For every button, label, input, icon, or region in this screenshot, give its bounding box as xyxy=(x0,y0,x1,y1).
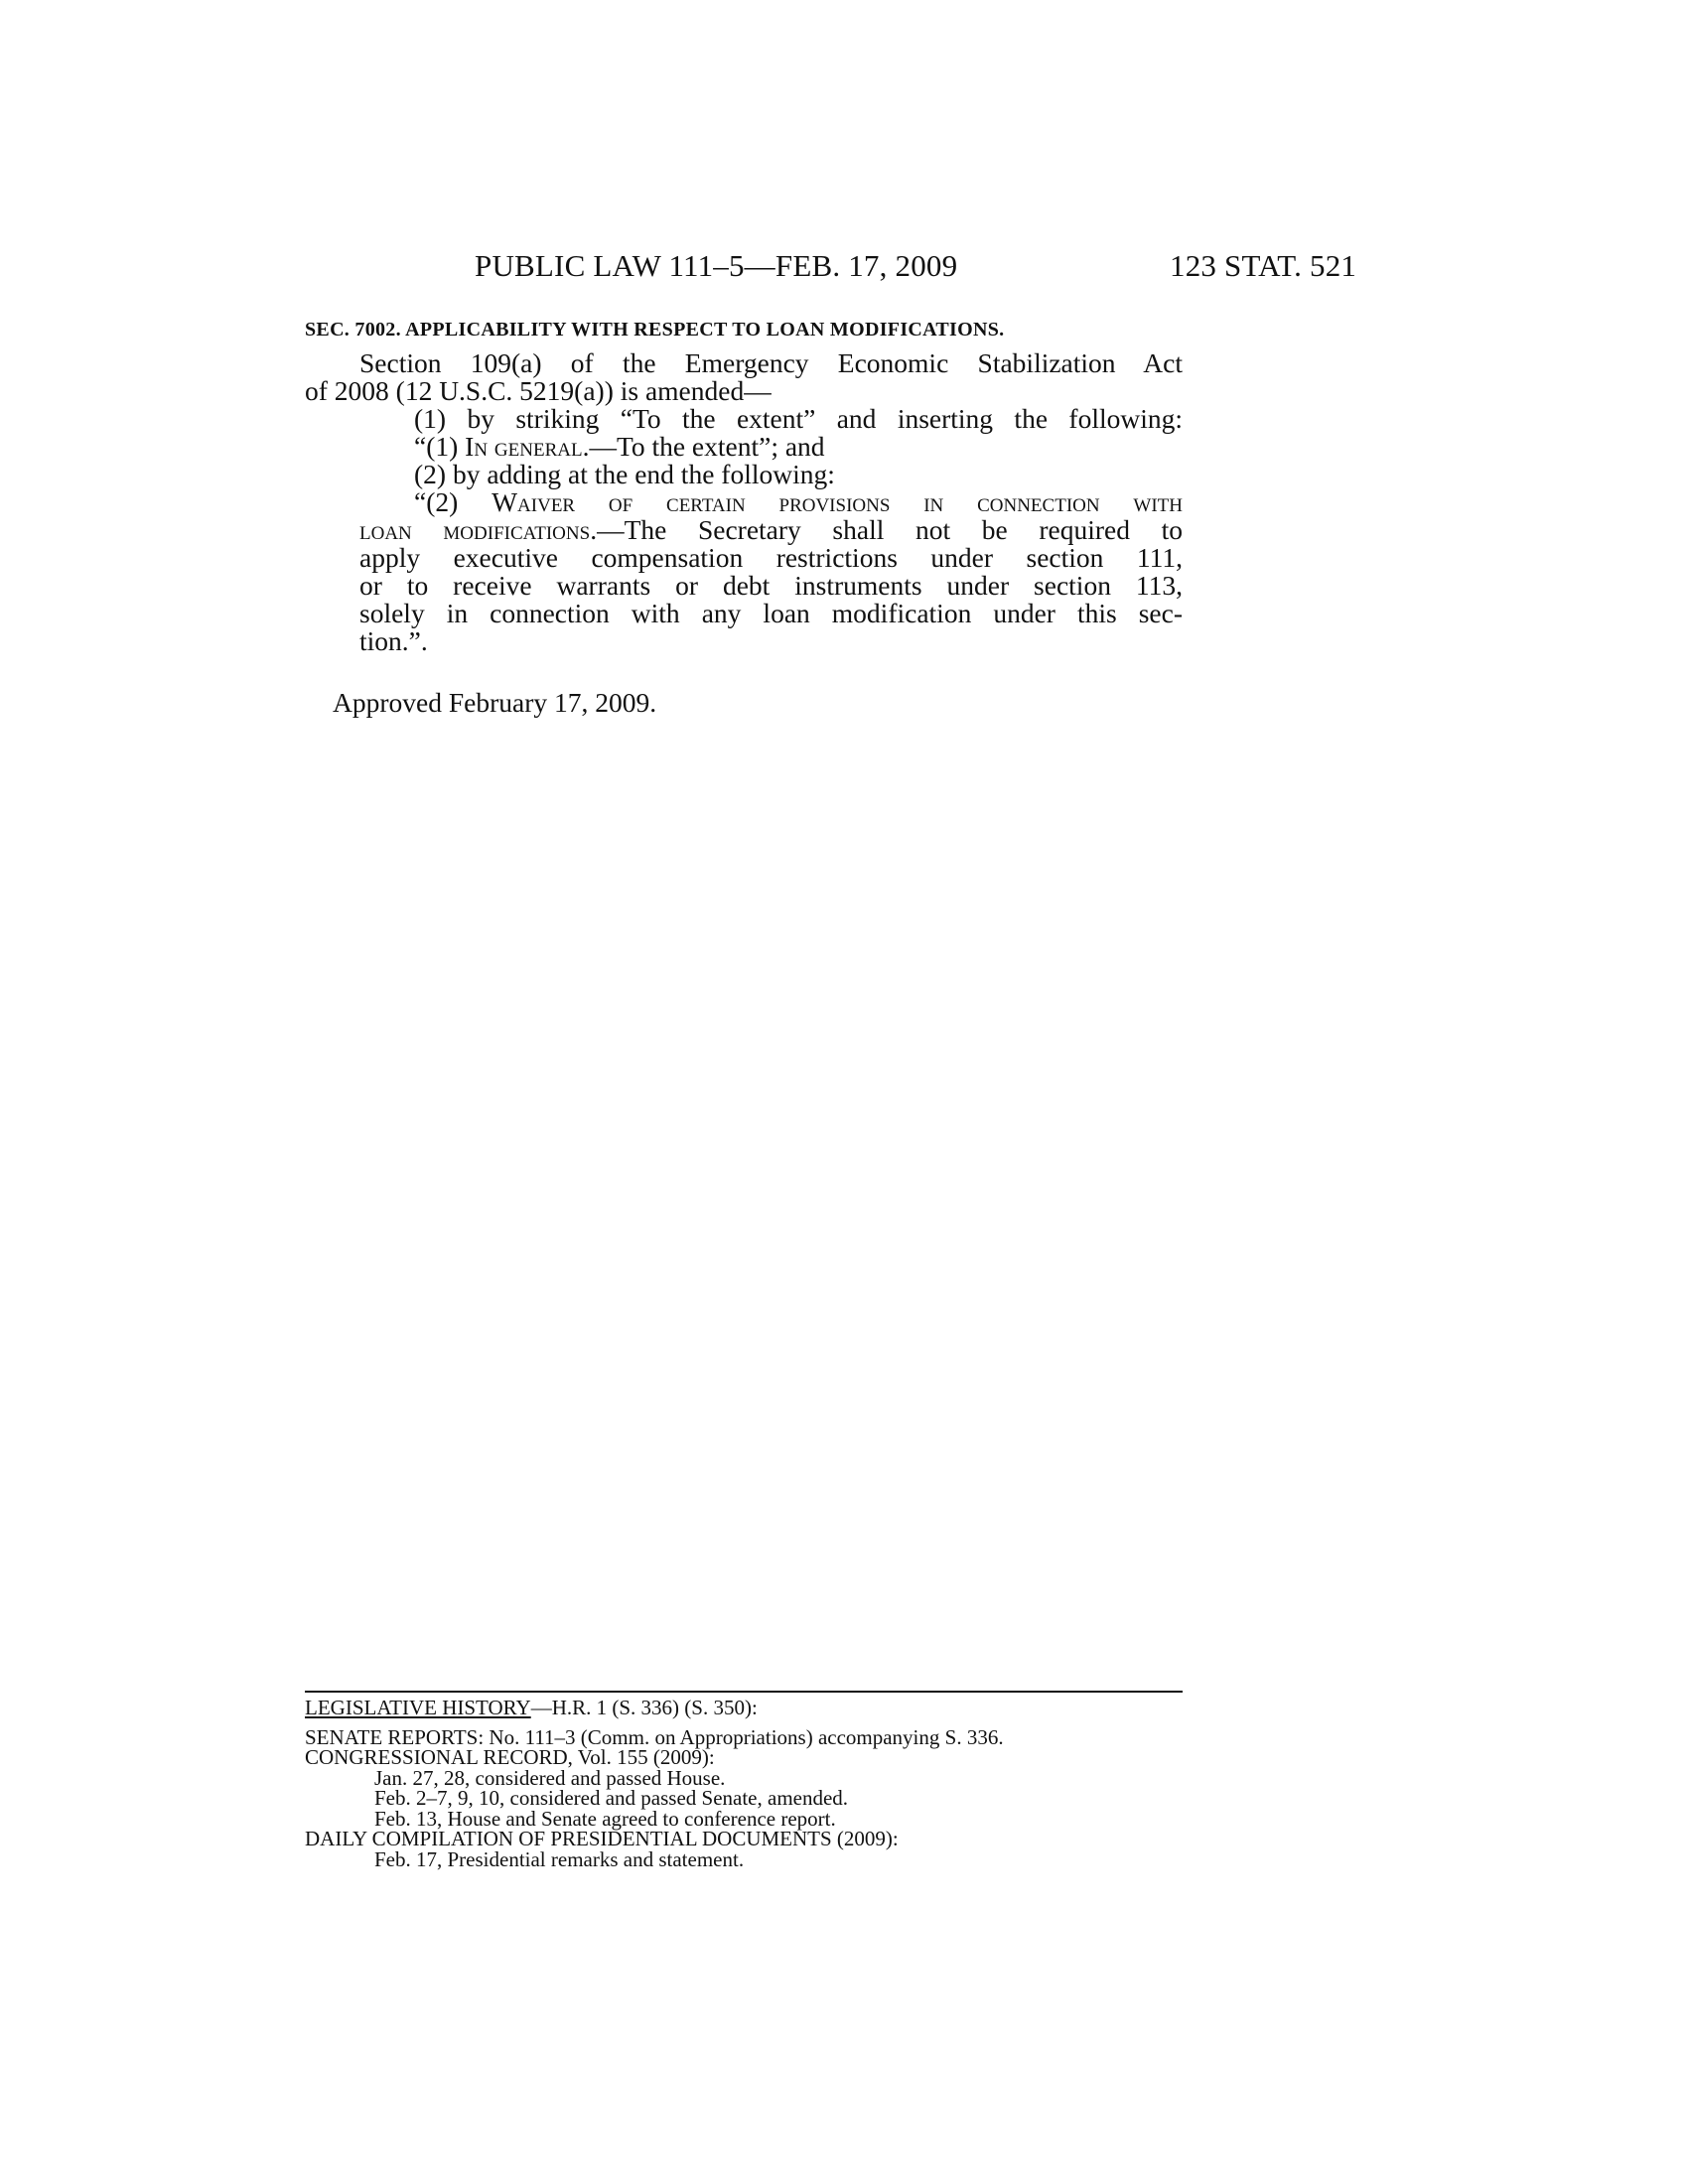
compilation-entry: Feb. 17, Presidential remarks and statement. xyxy=(374,1846,745,1871)
section-heading: SEC. 7002. APPLICABILITY WITH RESPECT TO LOAN MODIFICATIONS. xyxy=(305,319,1005,341)
quote-prefix: “(2) xyxy=(414,486,492,517)
legislative-history xyxy=(305,1698,1183,1869)
inserted-paragraph-2-heading xyxy=(305,488,1183,516)
record-entry: Feb. 13, House and Senate agreed to conference report. xyxy=(374,1806,836,1831)
daily-compilation: DAILY COMPILATION OF PRESIDENTIAL DOCUMENTS (2009): xyxy=(305,1827,899,1850)
legislative-history-label: LEGISLATIVE HISTORY xyxy=(305,1696,531,1719)
legislative-history-heading xyxy=(305,1698,1183,1718)
footnote-divider xyxy=(305,1691,1183,1693)
bill-numbers: —H.R. 1 (S. 336) (S. 350): xyxy=(530,1696,758,1719)
paragraph-text: .—To the extent”; and xyxy=(582,431,825,462)
page-header-title: PUBLIC LAW 111–5—FEB. 17, 2009 xyxy=(475,248,958,283)
record-entry: Jan. 27, 28, considered and passed House. xyxy=(374,1765,726,1790)
paragraph-heading: In general xyxy=(465,431,583,462)
inserted-paragraph-2-line: solely in connection with any loan modification under this sec- xyxy=(359,598,1183,628)
intro-line: Section 109(a) of the Emergency Economic Stabilization Act xyxy=(359,347,1183,378)
paragraph-heading: Waiver of certain provisions in connection with xyxy=(492,486,1183,517)
paragraph-heading: loan modifications xyxy=(359,514,591,545)
congressional-record: CONGRESSIONAL RECORD, Vol. 155 (2009): xyxy=(305,1745,715,1769)
amendment-item-1: (1) by striking “To the extent” and inserting the following: xyxy=(414,403,1183,434)
inserted-paragraph-2-line: or to receive warrants or debt instruments under section 113, xyxy=(359,570,1183,601)
approval-date: Approved February 17, 2009. xyxy=(333,687,657,718)
amendment-item-2: (2) by adding at the end the following: xyxy=(414,459,835,489)
senate-reports: SENATE REPORTS: No. 111–3 (Comm. on Appropriations) accompanying S. 336. xyxy=(305,1724,1004,1749)
inserted-paragraph-2-line: apply executive compensation restrictions under section 111, xyxy=(359,542,1183,573)
inserted-paragraph-2-line: tion.”. xyxy=(359,625,428,656)
record-entry: Feb. 2–7, 9, 10, considered and passed Senate, amended. xyxy=(374,1786,849,1810)
paragraph-text: .—The Secretary shall not be required to xyxy=(590,514,1184,545)
quote-prefix: “(1) xyxy=(414,431,466,462)
section-body xyxy=(305,349,1183,655)
inserted-paragraph-1 xyxy=(305,433,1183,461)
statute-page-number: 123 STAT. 521 xyxy=(1170,248,1357,283)
intro-line: of 2008 (12 U.S.C. 5219(a)) is amended— xyxy=(305,375,772,406)
inserted-paragraph-2-line xyxy=(305,516,1183,544)
